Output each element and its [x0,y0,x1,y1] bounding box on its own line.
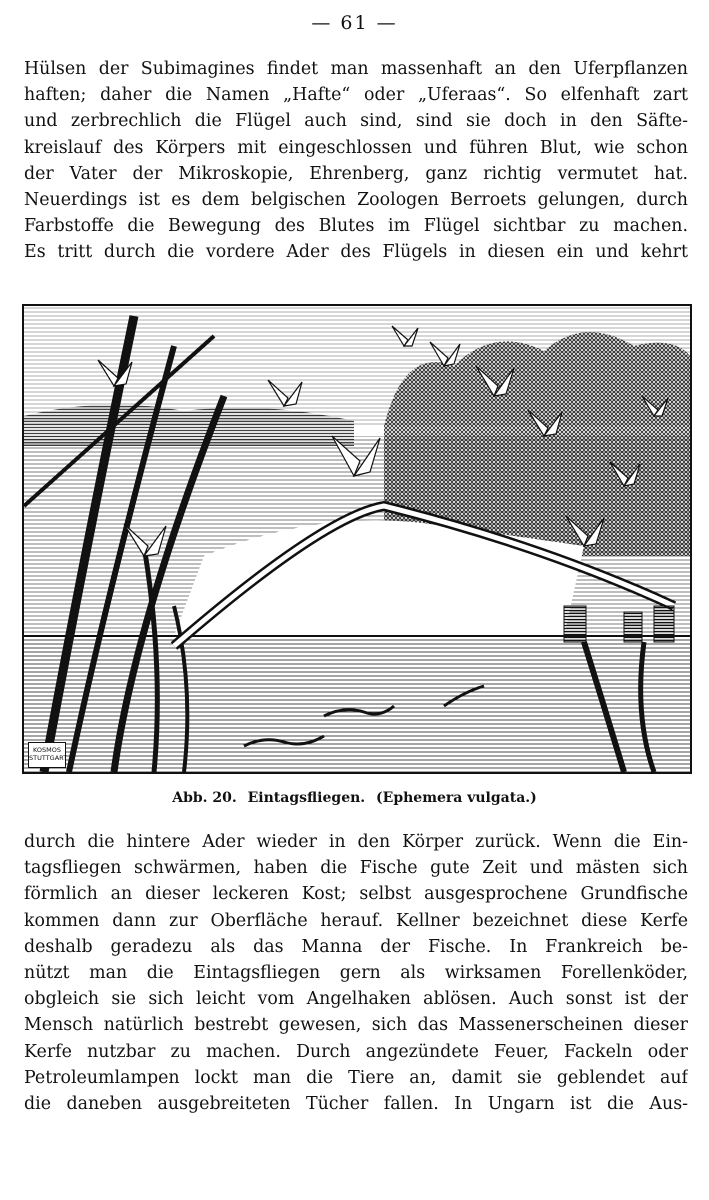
text-line: kommen dann zur Oberfläche herauf. Kellner bezeichnet diese Kerfe [24,910,688,931]
text-line: und zerbrechlich die Flügel auch sind, sind sie doch in den Säfte- [24,111,688,132]
text-line: Hülsen der Subimagines findet man massenhaft an den Uferpflanzen [24,59,688,79]
text-line: kreislauf des Körpers mit eingeschlossen und führen Blut, wie schon [24,137,688,158]
text-line: die daneben ausgebreiteten Tücher fallen. In Ungarn ist die Aus- [24,1094,688,1115]
caption-label: Abb. 20. [172,790,237,806]
text-line: Mensch natürlich bestrebt gewesen, sich das Massenerscheinen dieser [24,1015,688,1036]
text-line: der Vater der Mikroskopie, Ehrenberg, ganz richtig vermutet hat. [24,163,688,184]
text-line: obgleich sie sich leicht vom Angelhaken ablösen. Auch sonst ist der [24,989,688,1010]
text-line: nützt man die Eintagsfliegen gern als wirksamen Forellenköder, [24,963,688,984]
text-line: Petroleumlampen lockt man die Tiere an, damit sie geblendet auf [24,1067,688,1088]
stamp-line: STUTTGART [29,754,68,762]
text-line: förmlich an dieser leckeren Kost; selbst ausgesprochene Grundfische [24,884,688,905]
text-line: haften; daher die Namen „Hafte“ oder „Uferaas“. So elfenhaft zart [24,85,688,106]
text-line: Neuerdings ist es dem belgischen Zoologen Berroets gelungen, durch [24,190,688,211]
paragraph-top [24,56,688,266]
text-line: durch die hintere Ader wieder in den Körper zurück. Wenn die Ein- [24,832,688,852]
text-line: tagsfliegen schwärmen, haben die Fische gute Zeit und mästen sich [24,858,688,879]
text-line: deshalb geradezu als das Manna der Fische. In Frankreich be- [24,936,688,957]
caption-title: Eintagsfliegen. [247,790,366,806]
text-line: Kerfe nutzbar zu machen. Durch angezündete Feuer, Fackeln oder [24,1041,688,1062]
engraving-drawing [24,306,690,772]
stamp-line: KOSMOS [33,746,61,754]
page-number: — 61 — [311,12,398,34]
caption-latin: (Ephemera vulgata.) [376,790,537,806]
figure-caption [0,790,709,806]
text-line: Farbstoffe die Bewegung des Blutes im Flügel sichtbar zu machen. [24,216,688,237]
publisher-stamp [28,742,66,768]
text-line: Es tritt durch die vordere Ader des Flügels in diesen ein und kehrt [24,242,688,263]
mayfly-illustration [22,304,692,774]
paragraph-bottom [24,829,688,1117]
